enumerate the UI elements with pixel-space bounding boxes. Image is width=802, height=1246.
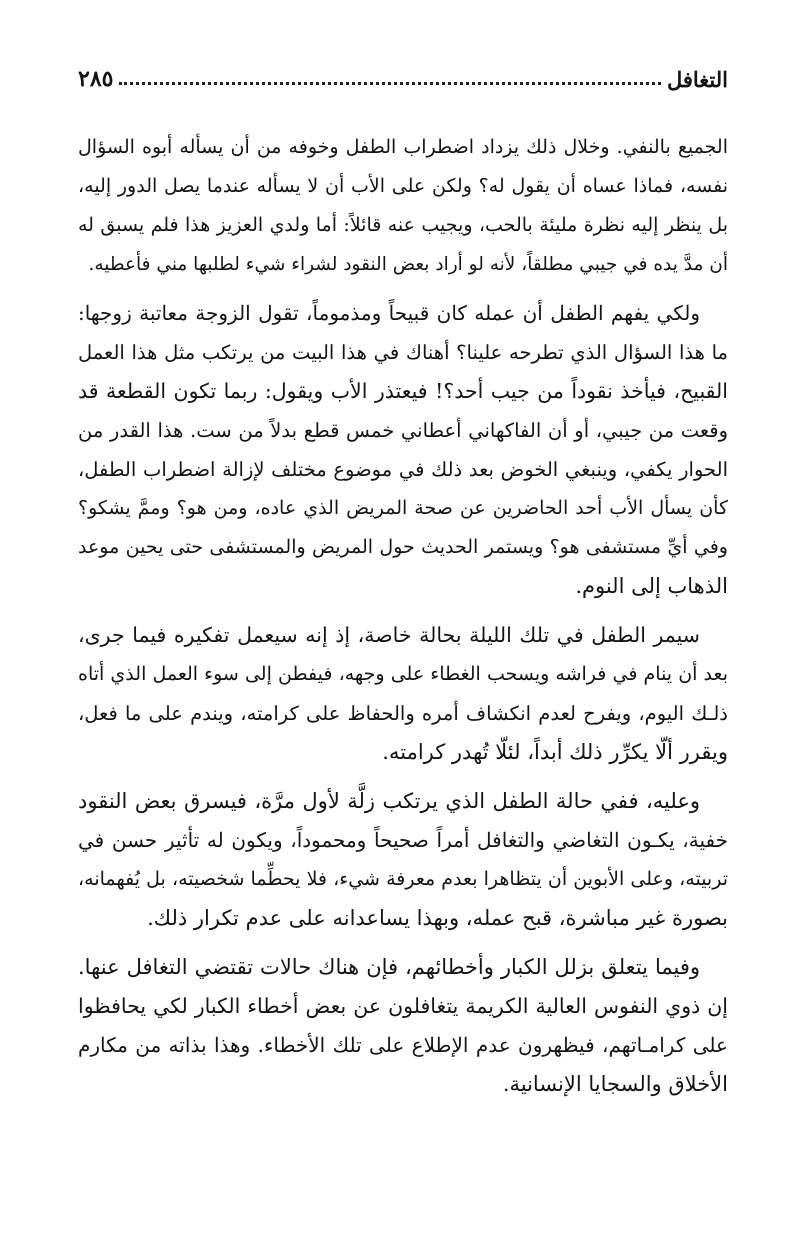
text-line: تربيته، وعلى الأبوين أن يتظاهرا بعدم معرفة شيء، فلا يحطِّما شخصيته، بل يُفهمانه، [78,868,728,890]
text-line: ويقرر ألّا يكرِّر ذلك أبداً، لئلّا تُهدر كرامته. [382,740,728,764]
running-header [78,58,728,92]
text-line: الأخلاق والسجايا الإنسانية. [502,1072,728,1096]
text-line: إن ذوي النفوس العالية الكريمة يتغافلون عن بعض أخطاء الكبار لكي يحافظوا [78,994,728,1018]
text-line: الحوار يكفي، وينبغي الخوض بعد ذلك في موضوع مختلف لإزالة اضطراب الطفل، [78,458,728,481]
paragraph [78,948,728,1104]
text-line: بعد أن ينام في فراشه ويسحب الغطاء على وجهه، فيفطن إلى سوء العمل الذي أتاه [78,663,728,685]
paragraph [78,294,728,606]
text-line: ذلـك اليوم، ويفرح لعدم انكشاف أمره والحفاظ على كرامته، ويندم على ما فعل، [78,702,728,725]
text-line: بل ينظر إليه نظرة مليئة بالحب، ويجيب عنه قائلاً: أما ولدي العزيز هذا فلم يسبق له [78,214,728,236]
text-line: على كرامـاتهم، فيظهرون عدم الإطلاع على تلك الأخطاء. وهذا بذاته من مكارم [78,1033,728,1057]
text-line: خفية، يكـون التغاضي والتغافل أمراً صحيحاً ومحموداً، ويكون له تأثير حسن في [78,828,728,852]
text-line: ولكي يفهم الطفل أن عمله كان قبيحاً ومذموماً، تقول الزوجة معاتبة زوجها: [78,301,700,325]
paragraph [78,128,728,284]
text-line: الجميع بالنفي. وخلال ذلك يزداد اضطراب الطفل وخوفه من أن يسأله أبوه السؤال [78,136,728,158]
text-line: كأن يسأل الأب أحد الحاضرين عن صحة المريض الذي عاده، ومن هو؟ وممَّ يشكو؟ [78,497,728,519]
header-leader-dots [119,82,661,85]
text-line: وفيما يتعلق بزلل الكبار وأخطائهم، فإن هناك حالات تقتضي التغافل عنها. [78,955,700,979]
chapter-title: التغافل [666,67,728,92]
text-line: الذهاب إلى النوم. [575,574,728,598]
page-number: ٢٨٥ [78,66,114,92]
text-line: بصورة غير مباشرة، قبح عمله، وبهذا يساعدانه على عدم تكرار ذلك. [147,906,728,930]
text-line: سيمر الطفل في تلك الليلة بحالة خاصة، إذ إنه سيعمل تفكيره فيما جرى، [78,623,700,647]
text-line: نفسه، فماذا عساه أن يقول له؟ ولكن على الأب أن لا يسأله عندما يصل الدور إليه، [78,175,728,197]
text-line: أن مدَّ يده في جيبي مطلقاً، لأنه لو أراد بعض النقود لشراء شيء لطلبها مني فأعطيه. [88,254,728,275]
text-line: ما هذا السؤال الذي تطرحه علينا؟ أهناك في هذا البيت من يرتكب مثل هذا العمل [78,341,728,364]
text-line: وعليه، ففي حالة الطفل الذي يرتكب زلَّة لأول مرَّة، فيسرق بعض النقود [78,789,700,813]
paragraph [78,782,728,938]
text-line: وقعت من جيبي، أو أن الفاكهاني أعطاني خمس قطع بدلاً من ست. هذا القدر من [78,419,728,442]
text-line: القبيح، فيأخذ نقوداً من جيب أحد؟! فيعتذر الأب ويقول: ربما تكون القطعة قد [78,379,728,403]
body-text [78,128,728,1114]
paragraph [78,616,728,772]
text-line: وفي أيِّ مستشفى هو؟ ويستمر الحديث حول المريض والمستشفى حتى يحين موعد [78,536,728,558]
